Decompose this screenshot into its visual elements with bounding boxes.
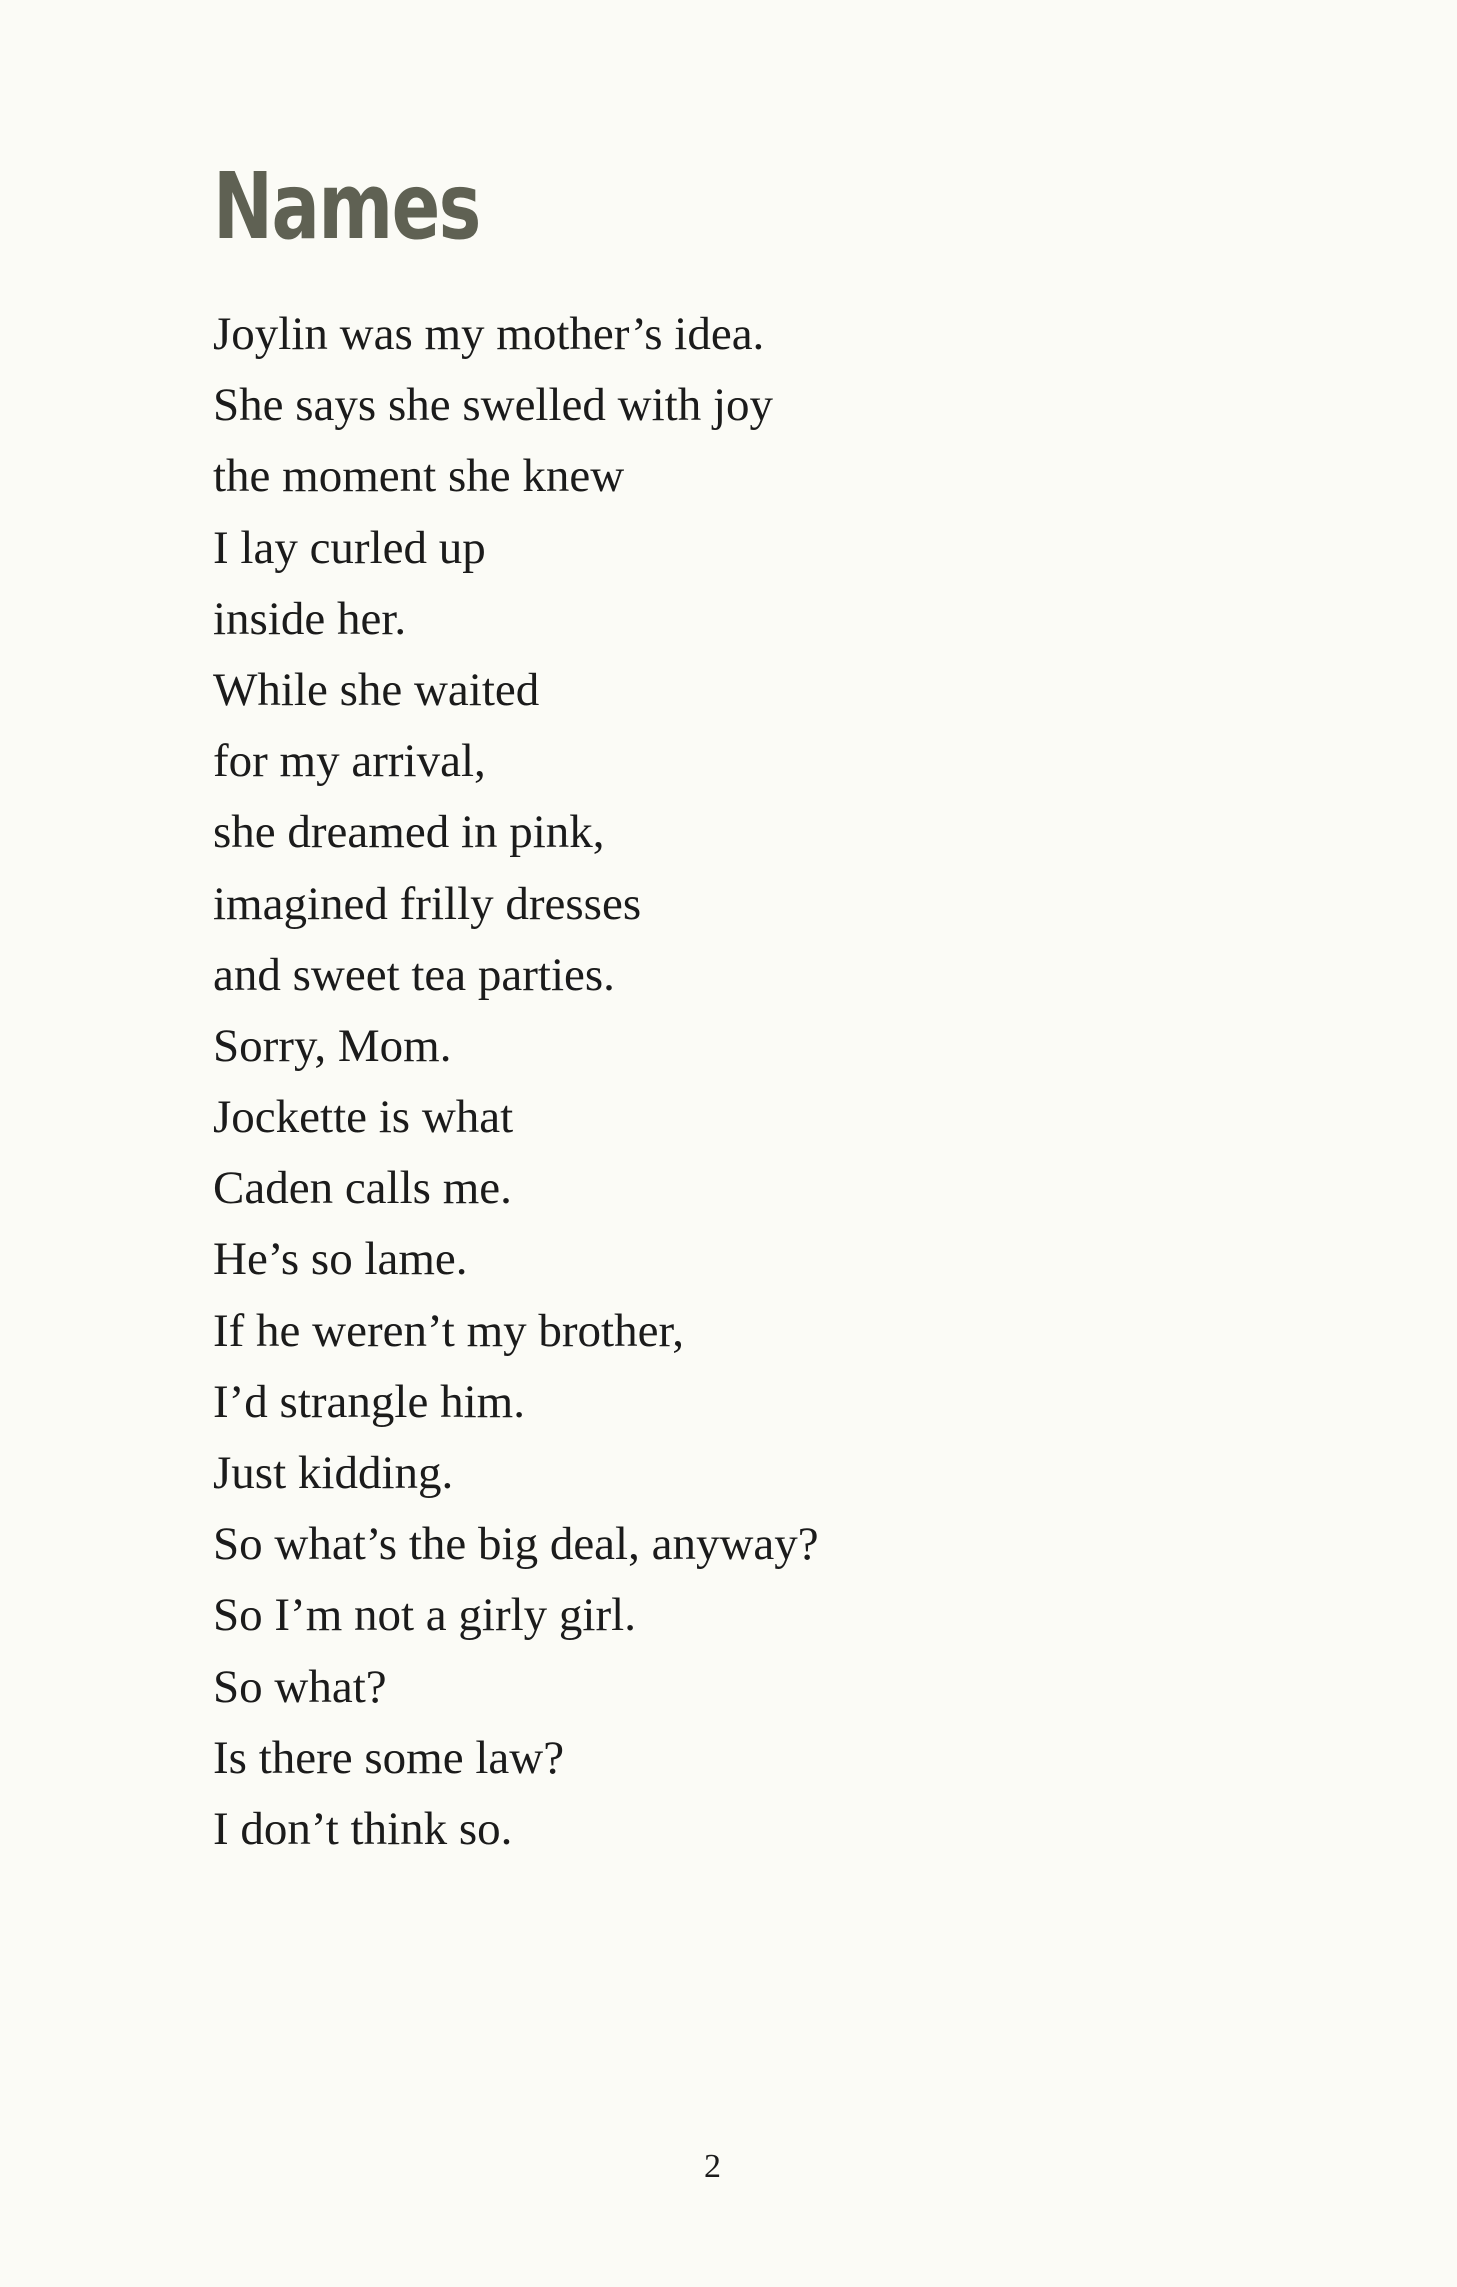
poem-line: the moment she knew [213, 450, 625, 503]
page-number: 2 [704, 2148, 721, 2185]
poem-line: So I’m not a girly girl. [213, 1589, 636, 1642]
poem-line: If he weren’t my brother, [213, 1304, 684, 1357]
poem-line: Joylin was my mother’s idea. [213, 308, 765, 360]
poem-line: Sorry, Mom. [213, 1019, 452, 1072]
poem-line: While she waited [213, 663, 540, 716]
poem-line: She says she swelled with joy [213, 379, 774, 432]
poem-line: imagined frilly dresses [213, 877, 642, 930]
poem-title: Names [213, 153, 480, 260]
poem-line: I don’t think so. [213, 1802, 513, 1855]
poem-line: I lay curled up [213, 521, 486, 574]
poem-line: inside her. [213, 592, 407, 645]
poem-line: Caden calls me. [213, 1162, 512, 1215]
poem-line: So what’s the big deal, anyway? [213, 1518, 819, 1571]
poem-line: So what? [213, 1660, 387, 1713]
poem-line: Is there some law? [213, 1731, 565, 1784]
poem-line: He’s so lame. [213, 1233, 468, 1286]
poem-line: I’d strangle him. [213, 1375, 525, 1428]
poem-line: Just kidding. [213, 1447, 454, 1499]
poem-body [213, 306, 819, 1872]
poem-line: she dreamed in pink, [213, 806, 605, 859]
poem-line: and sweet tea parties. [213, 948, 615, 1001]
poem-line: Jockette is what [213, 1091, 514, 1144]
poem-line: for my arrival, [213, 735, 486, 788]
